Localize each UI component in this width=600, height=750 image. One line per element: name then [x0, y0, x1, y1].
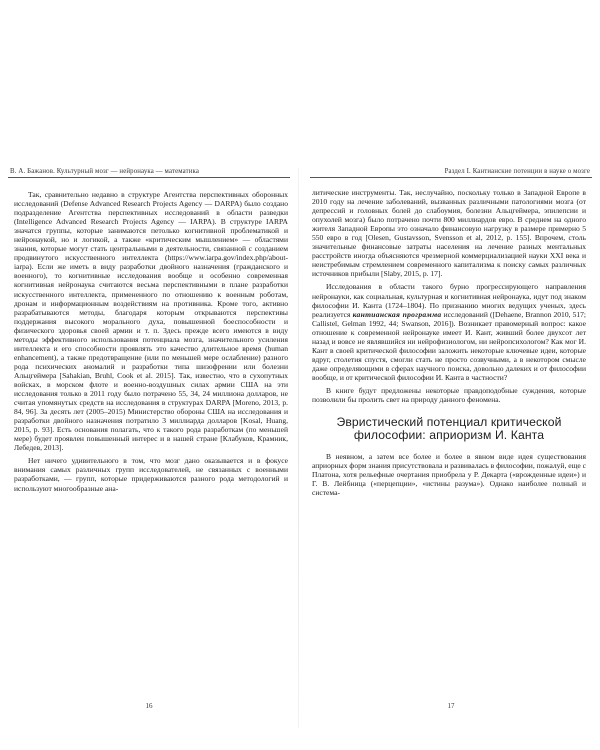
- left-paragraph-1: Так, сравнительно недавно в структуре Агентства перспективных оборонных исследований (Defense Advanced Research Projects Agency — DARPA) было создано подразделение Агентства перспективных исследований в области разведки (Intelligence Advanced Research Projects Agency — IARPA). В структуре IARPA значатся группы, которые занимаются петолько когнитивной проблематикой и нейронаукой, но и логикой, а также «критическим мышлением» — областями знания, которые могут стать центральными в деятельности, связанной с созданием продвинутого искусственного интеллекта (https://www.iarpa.gov/index.php/about-iarpa). Если же иметь в виду разработки двойного назначения (гражданского и военного), то когнитивные исследования вообще и особенно современная когнитивная нейронаука считаются весьма перспективными в плане разработки искусственного интеллекта, примененного по отношению к военным роботам, дронам и информационным воздействиям на противника. Кроме того, активно разрабатываются методы, благодаря которым открываются перспективы поддержания высокого морального духа, повышенной боеспособности и физического здоровья своей армии и т. п. Здесь прежде всего имеются в виду методы эффективного использования потенциала мозга, значительного усиления интеллекта и его способности проявлять это качество длительное время (human enhancement), а также предотвращение (или по меньшей мере ослабление) разного рода психических аномалий и разработки типа шизофрении или болезни Альцгеймера [Sahakian, Bruhl, Cook et al. 2015]. Так, известно, что в сухопутных войсках, в морском флоте и военно-воздушных силах армии США на эти исследования только в 2011 году было потрачено 55, 34, 24 миллиона долларов, не считая упомянутых средств на исследования в структурах DARPA [Moreno, 2013, p. 84, 96]. За десять лет (2005–2015) Министерство обороны США на исследования и разработки двойного назначения потратило 3 миллиарда долларов [Kosal, Huang, 2015, p. 93]. Есть основания полагать, что к такого рода разработкам (по меньшей мере) будет проявлен повышенный интерес и в нашей стране [Клабуков, Крамник, Лебедев, 2013].: [14, 190, 288, 453]
- kantian-program-emphasis: кантианская программа: [352, 309, 442, 319]
- right-paragraph-2-tail: исследований ([Dehaene, Brannon 2010, 517; Callistel, Gelman 1992, 44; Swanson, 2016]). Возникает правомерный вопрос: какое отношение к современной нейронауке имеет И. Кант, живший более двухсот лет назад и вовсе не являвшийся ни нейрофизиологом, ни нейропсихологом? Как мог И. Кант в своей критической философии заложить некоторые ключевые идеи, которые вдруг, столетия спустя, смогли стать не просто созвучными, а в некотором смысле даже определяющими в сферах научного поиска, довольно далеких и от философии вообще, и от критической философии И. Канта в частности?: [312, 309, 586, 382]
- page-number-right: 17: [447, 702, 455, 710]
- right-paragraph-3: В книге будут предложены некоторые правдоподобные суждения, которые позволили бы пролить свет на природу данного феномена.: [312, 385, 586, 405]
- right-page-body: [312, 188, 586, 497]
- page-number-left: 16: [145, 702, 153, 710]
- running-head-right: Раздел I. Кантианские потенции в науке о мозге: [310, 168, 592, 178]
- right-paragraph-2: [312, 282, 586, 382]
- left-paragraph-2: Нет ничего удивительного в том, что мозг дано оказывается и в фокусе внимания самых различных групп исследователей, не связанных с военными разработками, — групп, которые придерживаются разного рода методологий и используют многообразные ана-: [14, 456, 288, 493]
- running-head-left: В. А. Бажанов. Культурный мозг — нейронаука — математика: [8, 168, 290, 178]
- right-paragraph-1: литические инструменты. Так, неслучайно, поскольку только в Западной Европе в 2010 году на лечение заболеваний, вызванных различными патологиями мозга (от депрессий и головных болей до слабоумия, болезни Альцгеймера, эпилепсии и опухолей мозга) было потрачено почти 800 миллиардов евро. В среднем на одного жителя Западной Европы это означало финансовую нагрузку в размере примерно 5 550 евро в год [Olesen, Gustavsson, Svensson et al, 2012, p. 155]. Впрочем, столь значительные финансовые затраты населения на лечение разных ментальных расстройств иногда объясняются чрезмерной коммерциализацией науки XXI века и неистребимым стремлением современного капитализма к поиску самых различных источников прибыли [Slaby, 2015, p. 17].: [312, 188, 586, 279]
- left-page: [8, 168, 290, 728]
- left-page-body: [14, 190, 288, 493]
- right-paragraph-2-lead: Исследования в области такого бурно прогрессирующего направления нейронауки, как социальная, культурная и когнитивная нейронаука, идут под знаком философии И. Канта (1724–1804). По признанию многих ведущих ученых, здесь реализуется: [312, 282, 586, 319]
- section-heading: Эвристический потенциал критической философии: априоризм И. Канта: [336, 415, 562, 443]
- book-gutter: [298, 168, 299, 728]
- right-page: [310, 168, 592, 728]
- right-paragraph-4: В неявном, а затем все более и более в явном виде идея существования априорных форм знания присутствовала и развивалась в философии, пожалуй, еще с Платона, хотя рельефные очертания приобрела у Р. Декарта («врожденные идеи») и Г. В. Лейбница («перцепции», «истины разума»). Однако наиболее полный и система-: [312, 451, 586, 498]
